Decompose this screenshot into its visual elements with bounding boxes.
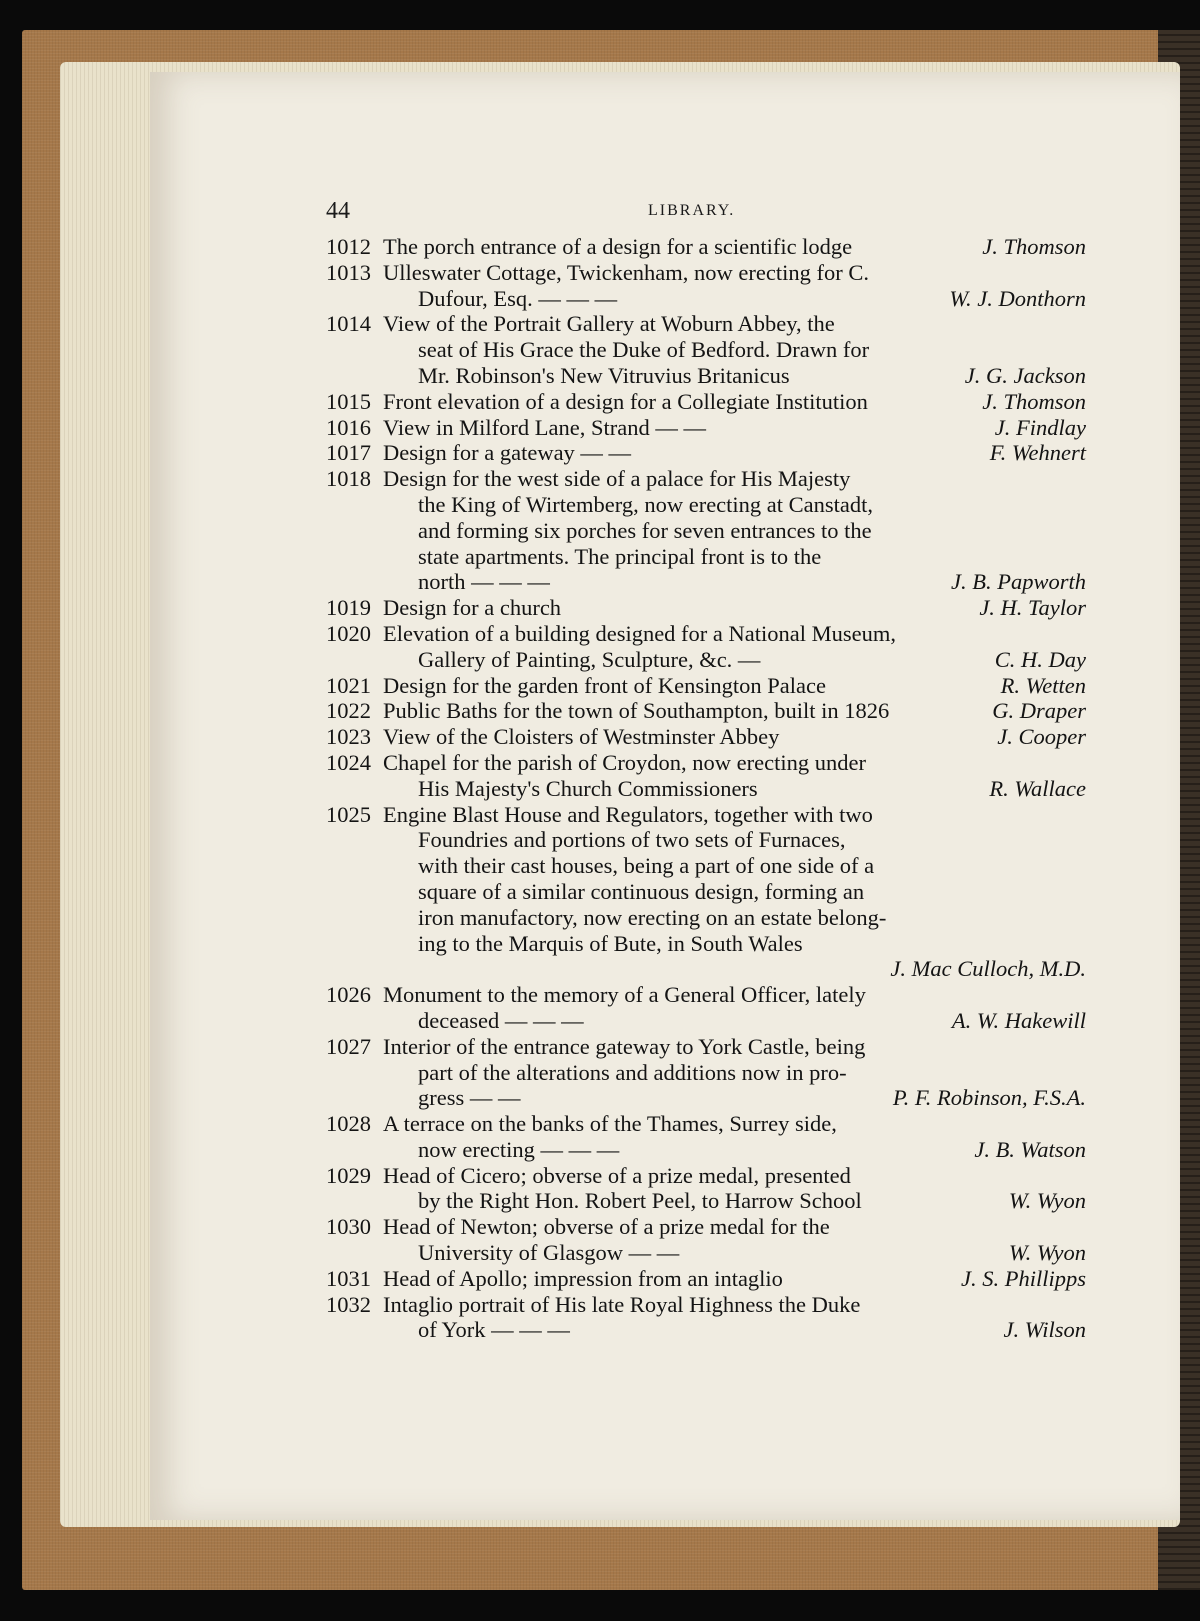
entry-line [326, 827, 1086, 853]
entry-text: ing to the Marquis of Bute, in South Wales [418, 930, 803, 956]
entry-text: Intaglio portrait of His late Royal Highness the Duke [383, 1291, 861, 1317]
entry-text: seat of His Grace the Duke of Bedford. Drawn for [418, 337, 870, 363]
entry-line [326, 544, 1086, 570]
entry-line [326, 905, 1086, 931]
catalogue-entry [326, 698, 1086, 724]
entry-line [326, 956, 1086, 982]
entry-artist: A. W. Hakewill [951, 1007, 1086, 1033]
entry-number: 1017 [326, 440, 371, 466]
catalogue-entry [326, 621, 1086, 673]
entry-line [326, 982, 1086, 1008]
page-number: 44 [326, 198, 350, 224]
entry-line [326, 1008, 1086, 1034]
entry-text: His Majesty's Church Commissioners [418, 775, 758, 801]
running-head: LIBRARY. [648, 202, 736, 219]
entry-text: deceased — — — [418, 1007, 584, 1033]
entry-text: Gallery of Painting, Sculpture, &c. — [418, 646, 761, 672]
entry-number: 1020 [326, 620, 371, 646]
entry-line [326, 724, 1086, 750]
entry-number: 1013 [326, 259, 371, 285]
entry-text: Monument to the memory of a General Officer, lately [383, 982, 866, 1008]
entry-artist: R. Wetten [1000, 672, 1086, 698]
entry-line [326, 673, 1086, 699]
entry-artist: J. G. Jackson [964, 362, 1086, 388]
entry-artist: J. B. Papworth [951, 569, 1086, 595]
catalogue-entry [326, 466, 1086, 595]
entry-number: 1022 [326, 698, 371, 724]
entry-number: 1027 [326, 1033, 371, 1059]
entry-text: University of Glasgow — — [418, 1240, 680, 1266]
entry-line [326, 802, 1086, 828]
entry-number: 1024 [326, 749, 371, 775]
entry-artist: F. Wehnert [989, 440, 1086, 466]
entry-line [326, 286, 1086, 312]
catalogue-entry [326, 1214, 1086, 1266]
entry-line [326, 1240, 1086, 1266]
entry-artist: G. Draper [992, 698, 1086, 724]
entry-number: 1018 [326, 466, 371, 492]
entry-text: state apartments. The principal front is to the [418, 543, 822, 569]
entry-line [326, 337, 1086, 363]
catalogue-entry [326, 595, 1086, 621]
entry-text: now erecting — — — [418, 1136, 620, 1162]
entry-line [326, 1317, 1086, 1343]
entry-text: Mr. Robinson's New Vitruvius Britanicus [418, 362, 790, 388]
entry-number: 1019 [326, 595, 371, 621]
entry-line [326, 1111, 1086, 1137]
catalogue-entry [326, 724, 1086, 750]
catalogue-entry [326, 1034, 1086, 1111]
entry-text: and forming six porches for seven entrances to the [418, 517, 872, 543]
entry-number: 1032 [326, 1291, 371, 1317]
entry-text: Dufour, Esq. — — — [418, 285, 618, 311]
entry-artist: W. J. Donthorn [949, 285, 1086, 311]
entry-line [326, 492, 1086, 518]
entry-text: Elevation of a building designed for a National Museum, [383, 620, 897, 646]
entry-number: 1016 [326, 414, 371, 440]
entry-line [326, 776, 1086, 802]
entry-line [326, 363, 1086, 389]
entry-line [326, 1085, 1086, 1111]
catalogue-entry [326, 1111, 1086, 1163]
entry-number: 1030 [326, 1214, 371, 1240]
entry-line [326, 621, 1086, 647]
entry-text: with their cast houses, being a part of one side of a [418, 853, 875, 879]
entry-text: Chapel for the parish of Croydon, now erecting under [383, 749, 866, 775]
entry-artist: J. Wilson [1003, 1317, 1086, 1343]
entry-number: 1015 [326, 388, 371, 414]
entry-line [326, 1188, 1086, 1214]
catalogue-entry [326, 389, 1086, 415]
catalogue-entry [326, 1292, 1086, 1344]
entry-line [326, 1292, 1086, 1318]
entry-line [326, 260, 1086, 286]
entry-line [326, 595, 1086, 621]
entry-line [326, 647, 1086, 673]
catalogue-entries [326, 234, 1086, 1343]
entry-artist: R. Wallace [989, 775, 1086, 801]
entry-text: View of the Portrait Gallery at Woburn Abbey, the [383, 311, 835, 337]
catalogue-entry [326, 311, 1086, 388]
catalogue-entry [326, 260, 1086, 312]
entry-text: north — — — [418, 569, 550, 595]
entry-text: Public Baths for the town of Southampton, built in 1826 [383, 698, 890, 724]
entry-line [326, 569, 1086, 595]
entry-line [326, 1137, 1086, 1163]
entry-line [326, 879, 1086, 905]
catalogue-entry [326, 750, 1086, 802]
entry-line [326, 1034, 1086, 1060]
entry-text: Engine Blast House and Regulators, together with two [383, 801, 873, 827]
entry-text: Foundries and portions of two sets of Furnaces, [418, 827, 846, 853]
entry-text: Interior of the entrance gateway to York Castle, being [383, 1033, 866, 1059]
catalogue-entry [326, 802, 1086, 983]
entry-text: The porch entrance of a design for a scientific lodge [383, 234, 853, 259]
entry-number: 1031 [326, 1265, 371, 1291]
entry-line [326, 853, 1086, 879]
entry-line [326, 1163, 1086, 1189]
entry-line [326, 415, 1086, 441]
entry-line [326, 466, 1086, 492]
entry-text: gress — — [418, 1085, 521, 1111]
entry-artist: J. Thomson [982, 234, 1086, 259]
entry-artist: J. Findlay [994, 414, 1086, 440]
entry-text: Design for the west side of a palace for His Majesty [383, 466, 851, 492]
entry-line [326, 1266, 1086, 1292]
entry-number: 1028 [326, 1111, 371, 1137]
catalogue-entry [326, 234, 1086, 260]
entry-line [326, 698, 1086, 724]
entry-artist: J. S. Phillipps [961, 1265, 1086, 1291]
catalogue-entry [326, 982, 1086, 1034]
catalogue-entry [326, 415, 1086, 441]
page-header [150, 198, 1180, 232]
entry-artist: J. Mac Culloch, M.D. [890, 956, 1086, 982]
entry-artist: P. F. Robinson, F.S.A. [892, 1085, 1086, 1111]
entry-artist: W. Wyon [1008, 1188, 1086, 1214]
book-page [150, 72, 1180, 1520]
entry-text: View in Milford Lane, Strand — — [383, 414, 706, 440]
entry-text: Design for the garden front of Kensington Palace [383, 672, 826, 698]
entry-artist: C. H. Day [994, 646, 1086, 672]
entry-text: Design for a gateway — — [383, 440, 632, 466]
entry-line [326, 1214, 1086, 1240]
entry-text: the King of Wirtemberg, now erecting at Canstadt, [418, 491, 874, 517]
entry-line [326, 1060, 1086, 1086]
entry-number: 1026 [326, 982, 371, 1008]
entry-text: Head of Apollo; impression from an intaglio [383, 1265, 783, 1291]
entry-text: Head of Cicero; obverse of a prize medal, presented [383, 1162, 851, 1188]
entry-line [326, 518, 1086, 544]
entry-line [326, 750, 1086, 776]
entry-number: 1021 [326, 672, 371, 698]
entry-text: by the Right Hon. Robert Peel, to Harrow School [418, 1188, 862, 1214]
entry-line [326, 440, 1086, 466]
entry-artist: J. H. Taylor [979, 595, 1086, 621]
catalogue-entry [326, 440, 1086, 466]
entry-text: square of a similar continuous design, forming an [418, 878, 865, 904]
entry-line [326, 234, 1086, 260]
entry-line [326, 311, 1086, 337]
entry-text: Head of Newton; obverse of a prize medal for the [383, 1214, 830, 1240]
catalogue-entry [326, 673, 1086, 699]
entry-number: 1014 [326, 311, 371, 337]
entry-text: part of the alterations and additions now in pro- [418, 1059, 847, 1085]
catalogue-entry [326, 1163, 1086, 1215]
entry-text: of York — — — [418, 1317, 570, 1343]
entry-number: 1023 [326, 724, 371, 750]
entry-artist: J. Cooper [997, 724, 1086, 750]
entry-artist: J. Thomson [982, 388, 1086, 414]
entry-line [326, 389, 1086, 415]
catalogue-entry [326, 1266, 1086, 1292]
entry-text: Front elevation of a design for a Collegiate Institution [383, 388, 868, 414]
entry-line [326, 931, 1086, 957]
entry-number: 1029 [326, 1162, 371, 1188]
entry-text: iron manufactory, now erecting on an estate belong- [418, 904, 887, 930]
entry-text: Design for a church [383, 595, 562, 621]
entry-artist: W. Wyon [1008, 1240, 1086, 1266]
entry-artist: J. B. Watson [974, 1136, 1086, 1162]
entry-number: 1025 [326, 801, 371, 827]
entry-text: Ulleswater Cottage, Twickenham, now erecting for C. [383, 259, 869, 285]
entry-text: A terrace on the banks of the Thames, Surrey side, [383, 1111, 837, 1137]
entry-number: 1012 [326, 234, 371, 259]
entry-text: View of the Cloisters of Westminster Abbey [383, 724, 780, 750]
